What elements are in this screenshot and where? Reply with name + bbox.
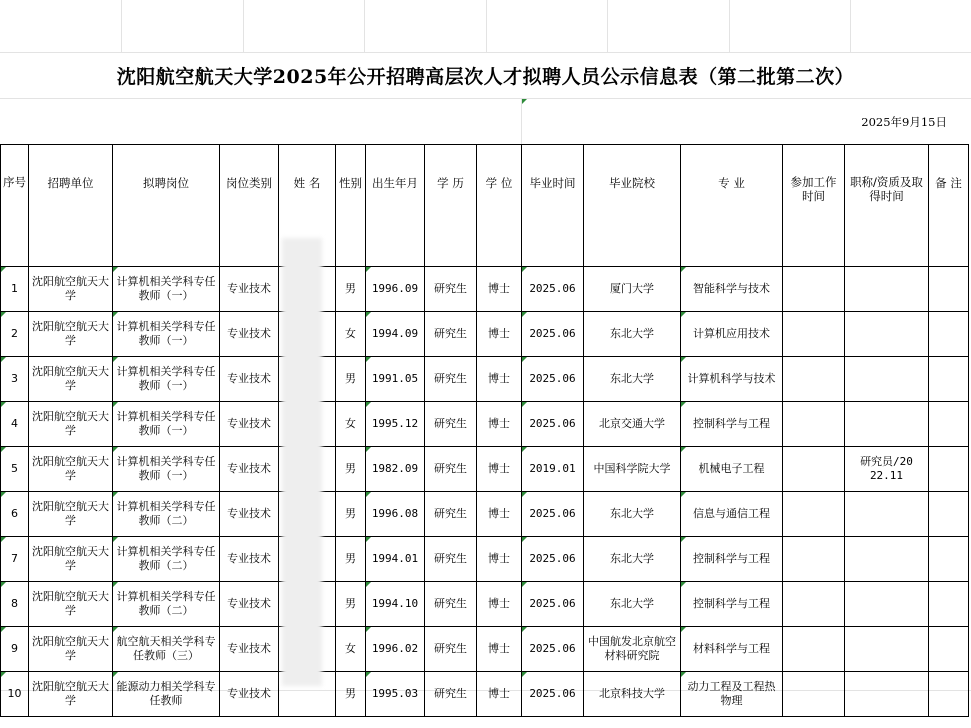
cell-major: 控制科学与工程 — [681, 582, 783, 627]
cell-degree: 博士 — [477, 582, 522, 627]
cell-education: 研究生 — [425, 447, 477, 492]
cell-unit: 沈阳航空航天大学 — [29, 582, 113, 627]
cell-remark — [929, 672, 969, 717]
cell-work-time — [783, 582, 845, 627]
cell-work-time — [783, 672, 845, 717]
cell-position: 计算机相关学科专任教师（一） — [113, 312, 220, 357]
header-gender: 性别 — [336, 145, 366, 267]
sheet-gridline — [243, 0, 244, 52]
cell-unit: 沈阳航空航天大学 — [29, 357, 113, 402]
header-position: 拟聘岗位 — [113, 145, 220, 267]
table-row — [1, 312, 969, 357]
cell-position: 计算机相关学科专任教师（二） — [113, 492, 220, 537]
cell-school: 东北大学 — [584, 492, 681, 537]
cell-work-time — [783, 312, 845, 357]
table-row — [1, 582, 969, 627]
sheet-gridline — [0, 98, 971, 99]
cell-remark — [929, 627, 969, 672]
cell-gender: 男 — [336, 492, 366, 537]
cell-birth: 1995.12 — [366, 402, 425, 447]
cell-degree: 博士 — [477, 312, 522, 357]
cell-school: 中国科学院大学 — [584, 447, 681, 492]
cell-title-time — [845, 627, 929, 672]
cell-education: 研究生 — [425, 582, 477, 627]
cell-degree: 博士 — [477, 267, 522, 312]
cell-index: 5 — [1, 447, 29, 492]
cell-school: 东北大学 — [584, 312, 681, 357]
cell-education: 研究生 — [425, 492, 477, 537]
cell-school: 东北大学 — [584, 537, 681, 582]
cell-grad-time: 2025.06 — [522, 672, 584, 717]
sheet-gridline — [0, 52, 971, 53]
cell-category: 专业技术 — [220, 267, 279, 312]
cell-unit: 沈阳航空航天大学 — [29, 627, 113, 672]
cell-birth: 1996.02 — [366, 627, 425, 672]
cell-birth: 1991.05 — [366, 357, 425, 402]
cell-major: 控制科学与工程 — [681, 402, 783, 447]
cell-school: 北京交通大学 — [584, 402, 681, 447]
header-index: 序号 — [1, 145, 29, 267]
cell-position: 航空航天相关学科专任教师（三） — [113, 627, 220, 672]
header-birth: 出生年月 — [366, 145, 425, 267]
cell-grad-time: 2025.06 — [522, 582, 584, 627]
cell-unit: 沈阳航空航天大学 — [29, 447, 113, 492]
table-row — [1, 447, 969, 492]
header-degree: 学 位 — [477, 145, 522, 267]
cell-degree: 博士 — [477, 447, 522, 492]
cell-remark — [929, 402, 969, 447]
cell-degree: 博士 — [477, 357, 522, 402]
cell-remark — [929, 312, 969, 357]
cell-degree: 博士 — [477, 402, 522, 447]
cell-birth: 1994.09 — [366, 312, 425, 357]
cell-title-time — [845, 492, 929, 537]
cell-remark — [929, 447, 969, 492]
cell-category: 专业技术 — [220, 672, 279, 717]
cell-major: 计算机应用技术 — [681, 312, 783, 357]
cell-education: 研究生 — [425, 357, 477, 402]
cell-work-time — [783, 267, 845, 312]
cell-grad-time: 2019.01 — [522, 447, 584, 492]
cell-title-time — [845, 672, 929, 717]
cell-remark — [929, 582, 969, 627]
cell-title-time — [845, 582, 929, 627]
sheet-gridline — [121, 0, 122, 52]
table-header-row — [1, 145, 969, 267]
cell-remark — [929, 537, 969, 582]
cell-index: 10 — [1, 672, 29, 717]
cell-index: 6 — [1, 492, 29, 537]
cell-title-time — [845, 537, 929, 582]
cell-category: 专业技术 — [220, 537, 279, 582]
cell-degree: 博士 — [477, 492, 522, 537]
cell-position: 计算机相关学科专任教师（一） — [113, 267, 220, 312]
sheet-gridline — [521, 98, 522, 144]
cell-category: 专业技术 — [220, 492, 279, 537]
cell-school: 北京科技大学 — [584, 672, 681, 717]
cell-remark — [929, 357, 969, 402]
cell-title-time — [845, 312, 929, 357]
header-unit: 招聘单位 — [29, 145, 113, 267]
page-title: 沈阳航空航天大学2025年公开招聘高层次人才拟聘人员公示信息表（第二批第二次） — [116, 66, 855, 88]
cell-remark — [929, 492, 969, 537]
cell-index: 4 — [1, 402, 29, 447]
cell-unit: 沈阳航空航天大学 — [29, 672, 113, 717]
cell-birth: 1996.09 — [366, 267, 425, 312]
cell-degree: 博士 — [477, 537, 522, 582]
header-name: 姓 名 — [279, 145, 336, 267]
cell-education: 研究生 — [425, 312, 477, 357]
cell-education: 研究生 — [425, 672, 477, 717]
cell-unit: 沈阳航空航天大学 — [29, 492, 113, 537]
cell-grad-time: 2025.06 — [522, 357, 584, 402]
cell-category: 专业技术 — [220, 582, 279, 627]
cell-index: 2 — [1, 312, 29, 357]
cell-position: 计算机相关学科专任教师（一） — [113, 357, 220, 402]
cell-birth: 1994.10 — [366, 582, 425, 627]
cell-gender: 女 — [336, 402, 366, 447]
cell-birth: 1994.01 — [366, 537, 425, 582]
cell-gender: 男 — [336, 357, 366, 402]
cell-index: 8 — [1, 582, 29, 627]
cell-title-time — [845, 402, 929, 447]
table-row — [1, 357, 969, 402]
cell-title-time — [845, 357, 929, 402]
cell-category: 专业技术 — [220, 357, 279, 402]
cell-birth: 1995.03 — [366, 672, 425, 717]
cell-gender: 女 — [336, 627, 366, 672]
cell-unit: 沈阳航空航天大学 — [29, 402, 113, 447]
cell-work-time — [783, 537, 845, 582]
cell-major: 动力工程及工程热物理 — [681, 672, 783, 717]
cell-work-time — [783, 492, 845, 537]
cell-major: 材料科学与工程 — [681, 627, 783, 672]
cell-gender: 男 — [336, 582, 366, 627]
cell-marker — [522, 99, 527, 104]
header-title-time: 职称/资质及取得时间 — [845, 145, 929, 267]
cell-gender: 男 — [336, 267, 366, 312]
table-row — [1, 267, 969, 312]
cell-education: 研究生 — [425, 402, 477, 447]
cell-position: 计算机相关学科专任教师（一） — [113, 447, 220, 492]
header-major: 专 业 — [681, 145, 783, 267]
cell-degree: 博士 — [477, 672, 522, 717]
header-school: 毕业院校 — [584, 145, 681, 267]
cell-major: 计算机科学与技术 — [681, 357, 783, 402]
cell-major: 机械电子工程 — [681, 447, 783, 492]
cell-school: 厦门大学 — [584, 267, 681, 312]
table-row — [1, 627, 969, 672]
cell-work-time — [783, 447, 845, 492]
publish-date: 2025年9月15日 — [861, 115, 947, 129]
cell-school: 中国航发北京航空材料研究院 — [584, 627, 681, 672]
cell-major: 智能科学与技术 — [681, 267, 783, 312]
cell-index: 9 — [1, 627, 29, 672]
header-education: 学 历 — [425, 145, 477, 267]
cell-category: 专业技术 — [220, 312, 279, 357]
cell-position: 计算机相关学科专任教师（二） — [113, 582, 220, 627]
header-grad-time: 毕业时间 — [522, 145, 584, 267]
cell-grad-time: 2025.06 — [522, 537, 584, 582]
cell-position: 计算机相关学科专任教师（一） — [113, 402, 220, 447]
cell-remark — [929, 267, 969, 312]
table-row — [1, 672, 969, 717]
cell-school: 东北大学 — [584, 582, 681, 627]
table-row — [1, 492, 969, 537]
cell-education: 研究生 — [425, 627, 477, 672]
cell-gender: 女 — [336, 312, 366, 357]
cell-title-time — [845, 267, 929, 312]
cell-category: 专业技术 — [220, 402, 279, 447]
header-work-time: 参加工作时间 — [783, 145, 845, 267]
cell-gender: 男 — [336, 672, 366, 717]
cell-work-time — [783, 627, 845, 672]
cell-index: 3 — [1, 357, 29, 402]
cell-unit: 沈阳航空航天大学 — [29, 537, 113, 582]
cell-position: 能源动力相关学科专任教师 — [113, 672, 220, 717]
cell-index: 7 — [1, 537, 29, 582]
sheet-gridline — [486, 0, 487, 52]
cell-degree: 博士 — [477, 627, 522, 672]
cell-grad-time: 2025.06 — [522, 312, 584, 357]
cell-grad-time: 2025.06 — [522, 402, 584, 447]
table-row — [1, 402, 969, 447]
cell-gender: 男 — [336, 447, 366, 492]
cell-index: 1 — [1, 267, 29, 312]
header-remark: 备 注 — [929, 145, 969, 267]
sheet-gridline — [607, 0, 608, 52]
cell-major: 信息与通信工程 — [681, 492, 783, 537]
cell-grad-time: 2025.06 — [522, 627, 584, 672]
name-redaction — [282, 238, 322, 686]
cell-school: 东北大学 — [584, 357, 681, 402]
cell-grad-time: 2025.06 — [522, 492, 584, 537]
cell-work-time — [783, 357, 845, 402]
cell-gender: 男 — [336, 537, 366, 582]
cell-education: 研究生 — [425, 537, 477, 582]
sheet-gridline — [364, 0, 365, 52]
sheet-gridline — [729, 0, 730, 52]
cell-category: 专业技术 — [220, 627, 279, 672]
cell-unit: 沈阳航空航天大学 — [29, 267, 113, 312]
cell-birth: 1982.09 — [366, 447, 425, 492]
cell-work-time — [783, 402, 845, 447]
cell-unit: 沈阳航空航天大学 — [29, 312, 113, 357]
cell-education: 研究生 — [425, 267, 477, 312]
cell-birth: 1996.08 — [366, 492, 425, 537]
cell-category: 专业技术 — [220, 447, 279, 492]
cell-grad-time: 2025.06 — [522, 267, 584, 312]
cell-major: 控制科学与工程 — [681, 537, 783, 582]
cell-position: 计算机相关学科专任教师（二） — [113, 537, 220, 582]
sheet-gridline — [850, 0, 851, 52]
table-row — [1, 537, 969, 582]
cell-title-time: 研究员/2022.11 — [845, 447, 929, 492]
hiring-table — [0, 144, 969, 717]
header-category: 岗位类别 — [220, 145, 279, 267]
